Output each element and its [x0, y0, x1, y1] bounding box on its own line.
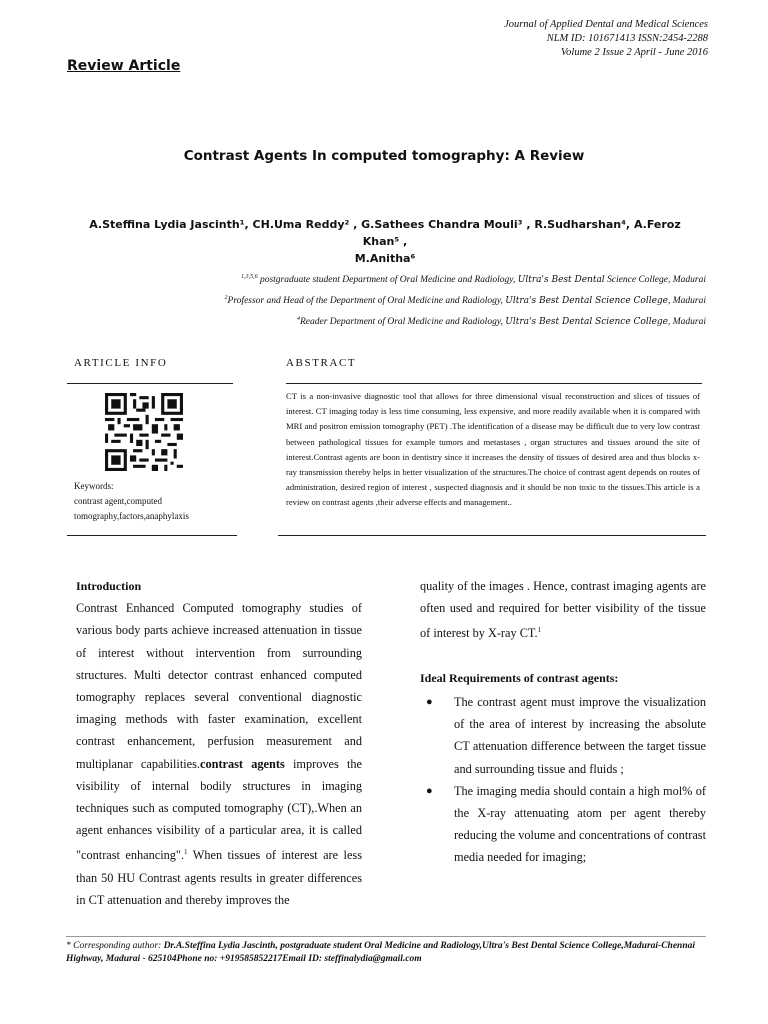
keywords-line-2: tomography,factors,anaphylaxis: [74, 511, 189, 521]
abstract-rule-top: [286, 383, 702, 384]
list-item: ● The imaging media should contain a high mol% of the X-ray attenuating atom per agent thereby reducing the volume and concentrations of contrast media needed for imaging;: [420, 780, 706, 869]
right-column: [420, 575, 706, 869]
ideal-requirements-heading: Ideal Requirements of contrast agents:: [420, 670, 619, 685]
keywords-line-1: contrast agent,computed: [74, 496, 162, 506]
keywords-label: Keywords:: [74, 481, 114, 491]
abstract-heading: ABSTRACT: [286, 357, 357, 369]
introduction-section: [76, 575, 362, 911]
authors-line-1: A.Steffina Lydia Jascinth¹, CH.Uma Reddy² , G.Sathees Chandra Mouli³ , R.Sudharshan⁴, A.Feroz Khan⁵ ,: [89, 218, 681, 248]
authors-line-2: M.Anitha⁶: [354, 252, 416, 265]
bold-term: contrast agents: [200, 756, 285, 771]
affiliation-1: $^{1,3,5,6}$ postgraduate student Department of Oral Medicine and Radiology, Ultra's Best Dental Science College, Madurai: [241, 274, 706, 286]
bullet-icon: ●: [426, 784, 433, 797]
affiliations: [225, 268, 706, 331]
introduction-paragraph: Contrast Enhanced Computed tomography studies of various body parts achieve increased attenuation in tissue of interest without intervention from surrounding structures. Multi detector contrast enhanced computed tomography replaces several conventional diagnostic imaging methods with faster examination, excellent contrast enhancement, perfusion measurement and multiplanar capabilities.contrast agents improves the visibility of internal bodily structures in imaging techniques such as computed tomography (CT),.When an agent enhances visibility of a particular area, it is called "contrast enhancing".$^1$ When tissues of interest are less than 50 HU Contrast agents results in greater differences in CT attenuation and thereby improves the: [76, 601, 363, 907]
affiliation-2: $^2$Professor and Head of the Department of Oral Medicine and Radiology, Ultra's Best Dental Science College, Madurai: [224, 295, 706, 307]
introduction-heading: Introduction: [76, 579, 142, 593]
article-info-rule: [67, 383, 233, 384]
affiliation-3: $^4$Reader Department of Oral Medicine and Radiology, Ultra's Best Dental Science College, Madurai: [297, 316, 706, 328]
article-title: Contrast Agents In computed tomography: A Review: [183, 148, 585, 164]
journal-header: [504, 18, 708, 60]
journal-volume: Volume 2 Issue 2 April - June 2016: [560, 47, 708, 58]
reference-marker: 1: [537, 626, 542, 635]
journal-ids: NLM ID: 101671413 ISSN:2454-2288: [546, 33, 708, 44]
bullet-icon: ●: [426, 695, 433, 708]
keywords-rule: [67, 535, 237, 536]
journal-name: Journal of Applied Dental and Medical Sciences: [504, 19, 708, 30]
abstract-text: CT is a non-invasive diagnostic tool that allows for three dimensional visual reconstruction and slices of tissues of interest. CT imaging today is less time consuming, less expensive, and more readily available when it is compared with MRI and positron emission tomography (PET) .The identification of a disease may be difficult due to very low contrast between pathological tissues for example tumors and metastases , organ structures and tissues around the site of interest.Contrast agents are boon in dentistry since it increases the density of tissues of desired area and thus blocks x-ray transmission thereby helps in better visualization of the structures.The choice of contrast agent depends on routes of administration, desired region of interest , suspected diagnosis and it should be non toxic to the tissues.This article is a review on contrast agents ,their adverse effects and management..: [286, 391, 700, 508]
footnote-rule: [66, 936, 706, 937]
list-item: ● The contrast agent must improve the visualization of the area of interest by increasing the absolute CT attenuation difference between the target tissue and surrounding tissue and fluids ;: [420, 691, 706, 780]
article-info-heading: ARTICLE INFO: [74, 357, 168, 369]
reference-marker: 1: [184, 848, 188, 857]
qr-code-icon: [105, 393, 183, 471]
corresponding-author-footnote: * Corresponding author: Dr.A.Steffina Lydia Jascinth, postgraduate student Oral Medicine and Radiology,Ultra's Best Dental Science College,Madurai-Chennai Highway, Madurai - 625104Phone no: +919585852217Email ID: steffinalydia@gmail.com: [66, 941, 695, 964]
requirements-list: [420, 691, 706, 869]
keywords-block: [74, 479, 189, 524]
author-list: [80, 216, 690, 267]
abstract-rule-bottom: [278, 535, 706, 536]
continuation-paragraph: quality of the images . Hence, contrast imaging agents are often used and required for better visibility of the tissue of interest by X-ray CT.$^1$: [420, 579, 706, 641]
review-article-label: Review Article: [67, 58, 181, 74]
